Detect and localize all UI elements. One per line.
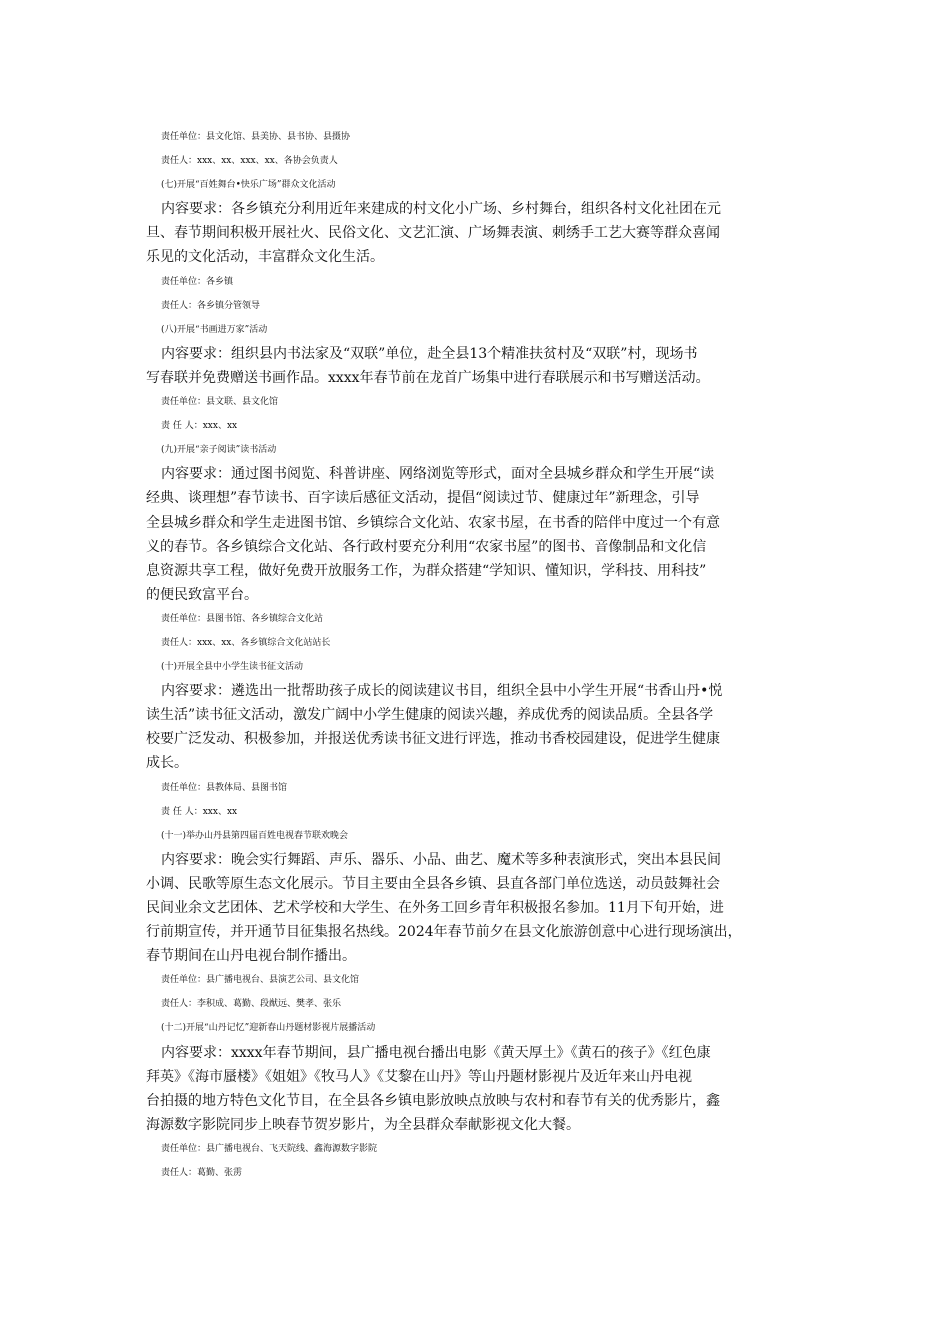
paragraph-line: 旦、春节期间积极开展社火、民俗文化、文艺汇演、广场舞表演、刺绣手工艺大赛等群众喜闻 [146, 225, 720, 242]
paragraph-line: 经典、谈理想”春节读书、百字读后感征文活动，提倡“阅读过节、健康过年”新理念，引导 [146, 490, 700, 507]
content-requirement-line: 内容要求：通过图书阅览、科普讲座、网络浏览等形式，面对全县城乡群众和学生开展“读 [161, 466, 715, 483]
paragraph-line: 校要广泛发动、积极参加，并报送优秀读书征文进行评选，推动书香校园建设，促进学生健康 [146, 731, 720, 748]
paragraph-line: 民间业余文艺团体、艺术学校和大学生、在外务工回乡青年积极报名参加。11月下旬开始，进 [146, 900, 724, 916]
responsible-person-line: 责 任 人：xxx、xx [161, 421, 238, 432]
paragraph-line: 全县城乡群众和学生走进图书馆、乡镇综合文化站、农家书屋，在书香的陪伴中度过一个有意 [146, 514, 720, 531]
paragraph-line: 成长。 [146, 755, 188, 772]
responsible-unit-line: 责任单位：县文化馆、县美协、县书协、县摄协 [161, 132, 351, 142]
paragraph-line: 息资源共享工程，做好免费开放服务工作，为群众搭建“学知识、懂知识，学科技、用科技” [146, 562, 707, 579]
paragraph-line: 写春联并免费赠送书画作品。xxxx年春节前在龙首广场集中进行春联展示和书写赠送活动。 [146, 369, 710, 386]
responsible-unit-line: 责任单位：县教体局、县图书馆 [161, 782, 288, 793]
section-heading-11: (十一)举办山丹县第四届百姓电视春节联欢晚会 [161, 830, 349, 841]
document-page [146, 125, 808, 1185]
section-heading-12: (十二)开展“山丹记忆”迎新春山丹题材影视片展播活动 [161, 1023, 376, 1034]
responsible-unit-line: 责任单位：县文联、县文化馆 [161, 397, 279, 408]
responsible-person-line: 责任人：xxx、xx、xxx、xx、各协会负责人 [161, 156, 338, 167]
responsible-unit-line: 责任单位：县广播电视台、县演艺公司、县文化馆 [161, 975, 360, 986]
content-requirement-line: 内容要求：组织县内书法家及“双联”单位，赴全县13个精准扶贫村及“双联”村，现场书 [161, 345, 698, 362]
paragraph-line: 义的春节。各乡镇综合文化站、各行政村要充分利用“农家书屋”的图书、音像制品和文化信 [146, 538, 707, 555]
paragraph-line: 乐见的文化活动，丰富群众文化生活。 [146, 249, 384, 266]
paragraph-line: 台拍摄的地方特色文化节目，在全县各乡镇电影放映点放映与农村和春节有关的优秀影片，鑫 [146, 1092, 720, 1109]
paragraph-line: 的便民致富平台。 [146, 586, 258, 603]
content-requirement-line: 内容要求：晚会实行舞蹈、声乐、器乐、小品、曲艺、魔术等多种表演形式，突出本县民间 [161, 851, 721, 868]
content-requirement-line: 内容要求：遴选出一批帮助孩子成长的阅读建议书目，组织全县中小学生开展“书香山丹•悦 [161, 683, 723, 700]
content-requirement-line: 内容要求：xxxx年春节期间，县广播电视台播出电影《黄天厚土》《黄石的孩子》《红色康 [161, 1044, 711, 1061]
section-heading-10: (十)开展全县中小学生读书征文活动 [161, 662, 304, 673]
paragraph-line: 读生活”读书征文活动，激发广阔中小学生健康的阅读兴趣，养成优秀的阅读品质。全县各学 [146, 707, 714, 724]
section-heading-7: (七)开展“百姓舞台•快乐广场”群众文化活动 [161, 180, 336, 191]
paragraph-line: 海源数字影院同步上映春节贺岁影片，为全县群众奉献影视文化大餐。 [146, 1116, 580, 1133]
responsible-person-line: 责 任 人：xxx、xx [161, 806, 238, 817]
responsible-person-line: 责任人：李积成、葛勤、段猷远、樊孝、张乐 [161, 999, 342, 1010]
paragraph-line: 拜英》《海市蜃楼》《姐姐》《牧马人》《艾黎在山丹》等山丹题材影视片及近年来山丹电视 [146, 1068, 692, 1085]
responsible-unit-line: 责任单位：各乡镇 [161, 276, 234, 287]
paragraph-line: 行前期宣传，并开通节目征集报名热线。2024年春节前夕在县文化旅游创意中心进行现场演出， [146, 924, 742, 941]
responsible-person-line: 责任人：xxx、xx、各乡镇综合文化站站长 [161, 637, 331, 648]
content-requirement-line: 内容要求：各乡镇充分利用近年来建成的村文化小广场、乡村舞台，组织各村文化社团在元 [161, 201, 721, 218]
responsible-unit-line: 责任单位：县图书馆、各乡镇综合文化站 [161, 613, 324, 624]
responsible-unit-line: 责任单位：县广播电视台、飞天院线、鑫海源数字影院 [161, 1143, 378, 1154]
section-heading-9: (九)开展“亲子阅读”读书活动 [161, 445, 277, 456]
paragraph-line: 小调、民歌等原生态文化展示。节目主要由全县各乡镇、县直各部门单位选送，动员鼓舞社会 [146, 875, 720, 892]
paragraph-line: 春节期间在山丹电视台制作播出。 [146, 948, 356, 965]
responsible-person-line: 责任人：各乡镇分管领导 [161, 300, 261, 311]
responsible-person-line: 责任人：葛勤、张雳 [161, 1168, 243, 1179]
section-heading-8: (八)开展“书画进万家”活动 [161, 324, 268, 335]
